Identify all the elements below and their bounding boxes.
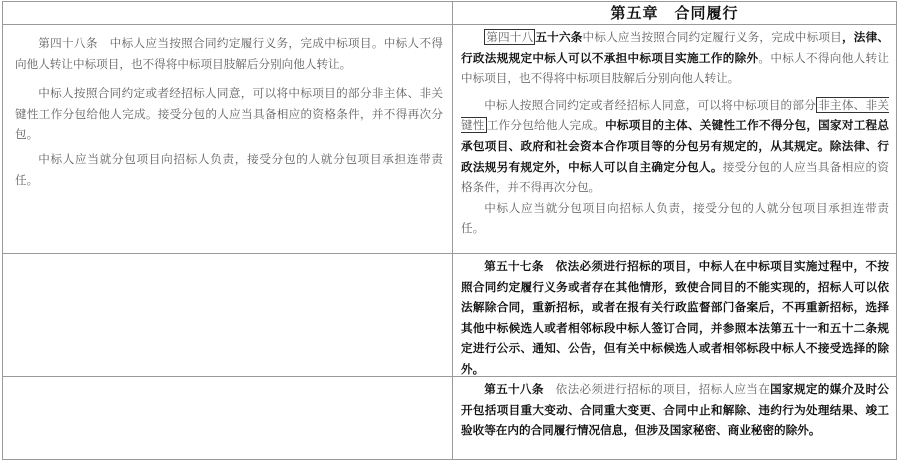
column-divider xyxy=(452,2,453,459)
comparison-table xyxy=(2,1,897,460)
old-article-48 xyxy=(15,33,443,190)
new-article-58-text-b: 国家规定的媒介及时公开包括项目重大变动、合同重大变更、合同中止和解除、违约行为处理结果、竣工验收等在内的合同履行情况信息，但涉及国家秘密、商业秘密的除外。 xyxy=(461,382,889,438)
new-article-56 xyxy=(461,27,889,239)
new-article-58 xyxy=(461,379,889,441)
row-divider-1 xyxy=(3,253,896,254)
old-article-48-para-3: 中标人应当就分包项目向招标人负责，接受分包的人就分包项目承担连带责任。 xyxy=(15,151,443,187)
old-article-48-para-1: 第四十八条 中标人应当按照合同约定履行义务，完成中标项目。中标人不得向他人转让中标项目，也不得将中标项目肢解后分别向他人转让。 xyxy=(15,36,443,71)
new-article-57-text: 第五十七条 依法必须进行招标的项目，中标人在中标项目实施过程中，不按照合同约定履行义务或者存在其他情形，致使合同目的不能实现的，招标人可以依法解除合同，重新招标，或者在报有关行政监督部门备案后，不再重新招标，选择其他中标候选人或者相邻标段中标人签订合同，并参照本法第五十一和五十二条规定进行公示、通知、公告，但有关中标候选人或者相邻标段中标人不接受选择的除外。 xyxy=(461,259,889,376)
new-article-56-text-added: ，法律、行政法规规定中标人可以不承担中标项目实施工作的除外 xyxy=(461,30,889,65)
new-article-56-text-c: 。中标人不得向他人转让中标项目，也不得将中标项目肢解后分别向他人转让。 xyxy=(461,50,889,86)
new-article-57 xyxy=(461,256,889,380)
row-divider-header xyxy=(3,24,896,25)
new-article-56-p2-b: 工作分包给他人完成。 xyxy=(486,118,606,133)
deleted-article-number: 第四十八 xyxy=(486,30,534,44)
new-article-58-text-a: 依法必须进行招标的项目，招标人应当在 xyxy=(543,382,771,396)
new-article-58-label: 第五十八条 xyxy=(484,382,544,396)
new-article-56-p2-added: 中标项目的主体、关键性工作不得分包，国家对工程总承包项目、政府和社会资本合作项目等的分包另有规定的，从其规定。除法律、行政法规另有规定外，中标人可以自主确定分包人。 xyxy=(461,118,889,174)
new-article-56-p2-d: 接受分包的人应当具备相应的资格条件，并不得再次分包。 xyxy=(461,159,889,195)
new-article-58-text xyxy=(461,379,889,441)
new-article-56-para-3: 中标人应当就分包项目向招标人负责，接受分包的人就分包项目承担连带责任。 xyxy=(461,200,889,236)
new-article-number: 五十六条 xyxy=(535,30,583,44)
old-article-48-para-2: 中标人按照合同约定或者经招标人同意，可以将中标项目的部分非主体、非关键性工作分包给他人完成。接受分包的人应当具备相应的资格条件，并不得再次分包。 xyxy=(15,86,443,142)
new-article-56-p2-a: 中标人按照合同约定或者经招标人同意，可以将中标项目的部分 xyxy=(484,97,817,112)
new-article-56-boxed-text: 非主体、非关键性 xyxy=(461,97,889,133)
new-article-56-para-2 xyxy=(461,95,889,198)
new-article-56-text-a: 中标人应当按照合同约定履行义务，完成中标项目 xyxy=(582,30,842,44)
new-article-56-para-1 xyxy=(461,27,889,89)
chapter-title: 第五章 合同履行 xyxy=(610,4,739,22)
